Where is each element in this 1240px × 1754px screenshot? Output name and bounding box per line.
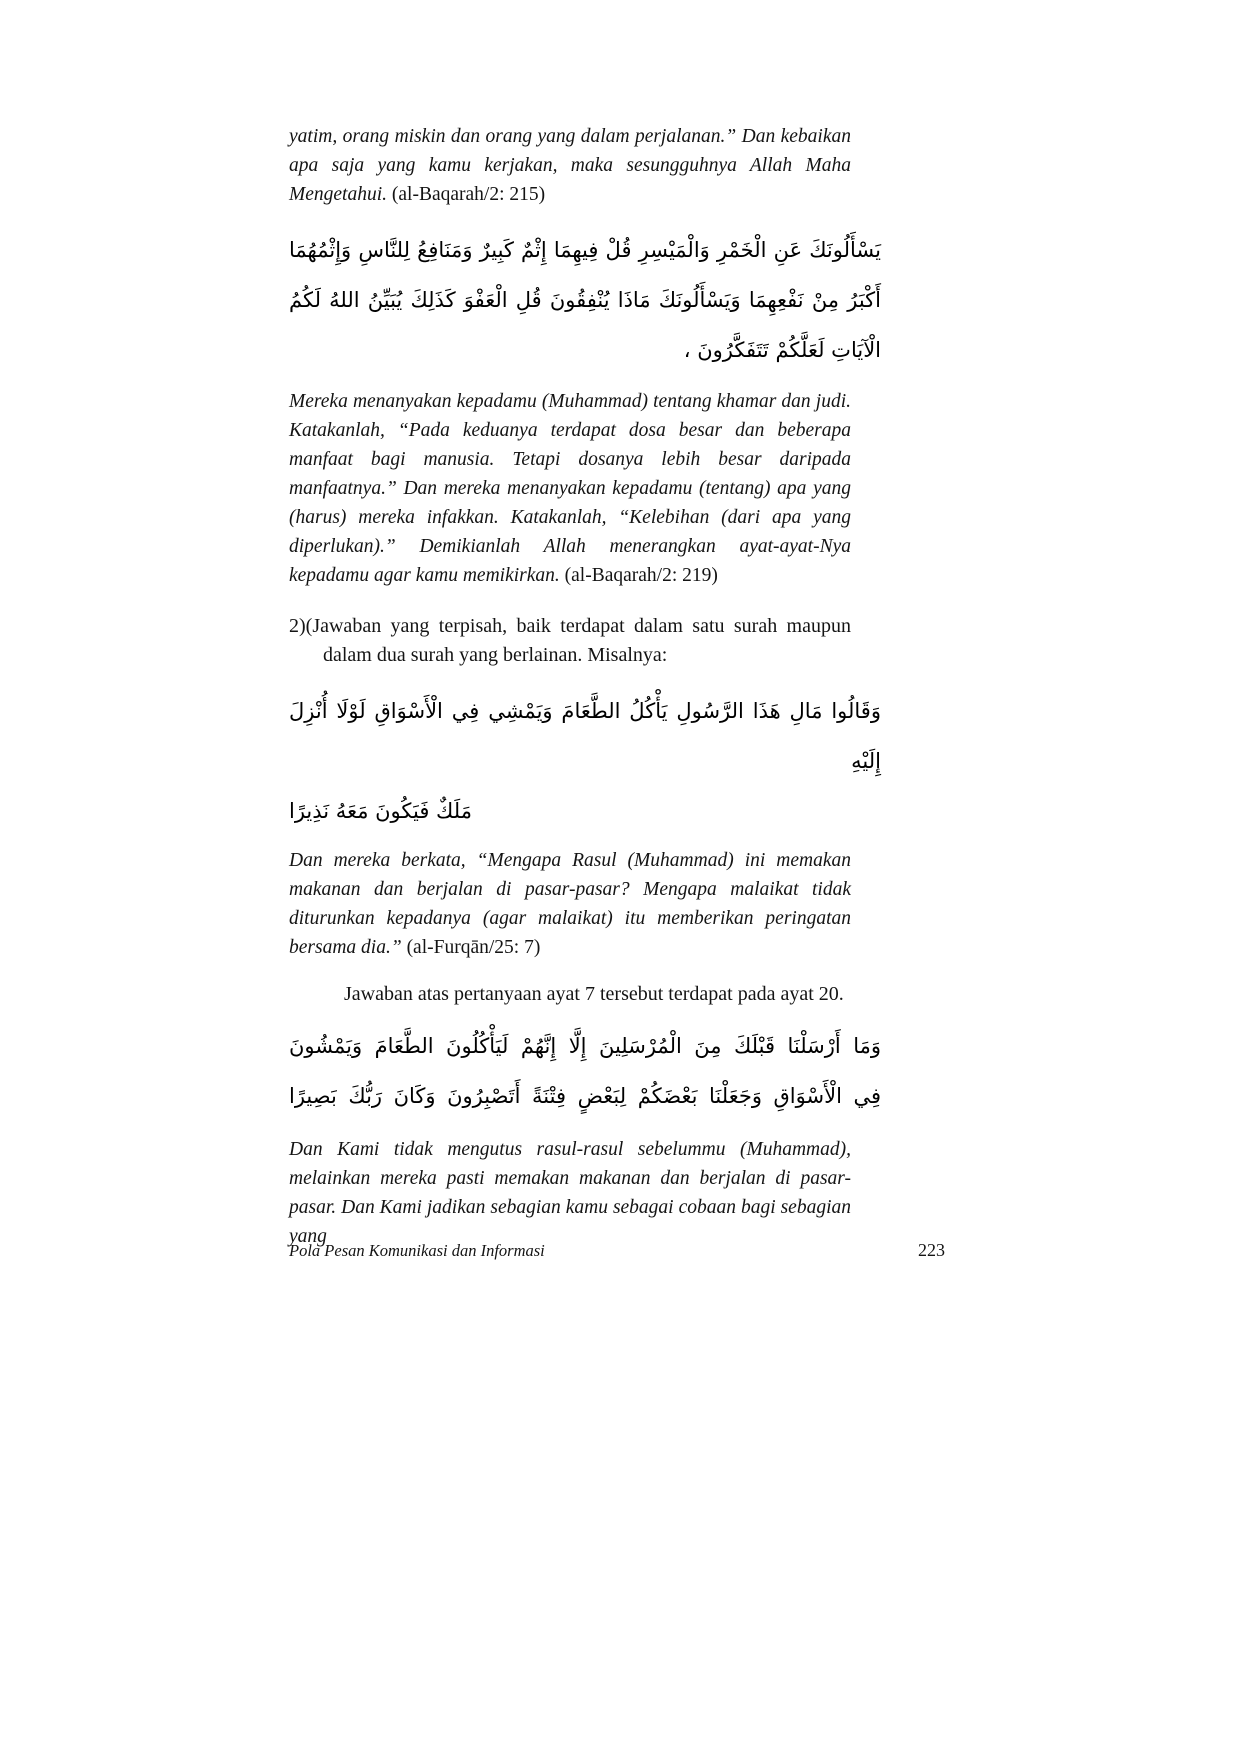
- arabic-verse-al-baqarah-219: [289, 225, 881, 375]
- spacer: [289, 836, 881, 846]
- arabic-line: وَمَا أَرْسَلْنَا قَبْلَكَ مِنَ الْمُرْسَلِينَ إِلَّا إِنَّهُمْ لَيَأْكُلُونَ الطَّعَامَ وَيَمْشُونَ: [289, 1034, 881, 1058]
- translation-text: Mereka menanyakan kepadamu (Muhammad) tentang khamar dan judi. Katakanlah, “Pada keduanya terdapat dosa besar dan beberapa manfaat bagi manusia. Tetapi dosanya lebih besar daripada manfaatnya.” Dan mereka menanyakan kepadamu (tentang) apa yang (harus) mereka infakkan. Katakanlah, “Kelebihan (dari apa yang diperlukan).” Demikianlah Allah menerangkan ayat-ayat-Nya kepadamu agar kamu memikirkan.: [289, 391, 851, 586]
- list-item-2: [289, 612, 851, 670]
- arabic-line: يَسْأَلُونَكَ عَنِ الْخَمْرِ وَالْمَيْسِرِ قُلْ فِيهِمَا إِثْمٌ كَبِيرٌ وَمَنَافِعُ لِلنَّاسِ وَإِثْمُهُمَا: [289, 238, 881, 262]
- spacer: [289, 962, 881, 980]
- paragraph-translation-al-baqarah-215: [289, 122, 851, 209]
- verse-citation: (al-Furqān/25: 7): [406, 937, 541, 958]
- paragraph-translation-al-furqan-7: [289, 846, 851, 962]
- page-number: 223: [918, 1240, 945, 1260]
- arabic-line: مَلَكٌ فَيَكُونَ مَعَهُ نَذِيرًا: [289, 799, 472, 823]
- arabic-verse-al-furqan-20: [289, 1021, 881, 1121]
- paragraph-translation-al-baqarah-219: [289, 387, 851, 590]
- translation-text: Dan Kami tidak mengutus rasul-rasul sebelummu (Muhammad), melainkan mereka pasti memakan makanan dan berjalan di pasar-pasar. Dan Kami jadikan sebagian kamu sebagai cobaan bagi sebagian yang: [289, 1139, 851, 1247]
- spacer: [289, 209, 881, 225]
- arabic-line: الْآيَاتِ لَعَلَّكُمْ تَتَفَكَّرُونَ ،: [683, 338, 881, 362]
- verse-citation: (al-Baqarah/2: 219): [564, 565, 718, 586]
- arabic-line: وَقَالُوا مَالِ هَذَا الرَّسُولِ يَأْكُلُ الطَّعَامَ وَيَمْشِي فِي الْأَسْوَاقِ لَوْلَا أُنْزِلَ إِلَيْهِ: [289, 699, 881, 773]
- arabic-line: فِي الْأَسْوَاقِ وَجَعَلْنَا بَعْضَكُمْ لِبَعْضٍ فِتْنَةً أَتَصْبِرُونَ وَكَانَ رَبُّكَ بَصِيرًا: [289, 1084, 881, 1108]
- verse-citation: (al-Baqarah/2: 215): [391, 184, 546, 205]
- running-title: Pola Pesan Komunikasi dan Informasi: [289, 1241, 545, 1260]
- arabic-line: أَكْبَرُ مِنْ نَفْعِهِمَا وَيَسْأَلُونَكَ مَاذَا يُنْفِقُونَ قُلِ الْعَفْوَ كَذَلِكَ يُبَيِّنُ اللهُ لَكُمُ: [289, 288, 881, 312]
- arabic-verse-al-furqan-7: [289, 686, 881, 836]
- spacer: [289, 1009, 881, 1021]
- translation-text: yatim, orang miskin dan orang yang dalam perjalanan.” Dan kebaikan apa saja yang kamu kerjakan, maka sesungguhnya Allah Maha Mengetahui.: [289, 126, 851, 205]
- paragraph-jawaban-ayat-20: Jawaban atas pertanyaan ayat 7 tersebut terdapat pada ayat 20.: [344, 983, 844, 1005]
- spacer: [289, 375, 881, 387]
- list-text: (Jawaban yang terpisah, baik terdapat dalam satu surah maupun dalam dua surah yang berlainan. Misalnya:: [305, 615, 851, 666]
- translation-text: Dan mereka berkata, “Mengapa Rasul (Muhammad) ini memakan makanan dan berjalan di pasar-pasar? Mengapa malaikat tidak diturunkan kepadanya (agar malaikat) itu memberikan peringatan bersama dia.”: [289, 850, 851, 958]
- page-content: [289, 122, 881, 1251]
- list-marker: 2): [289, 615, 306, 637]
- page-footer: [289, 1240, 945, 1261]
- paragraph-translation-al-furqan-20: [289, 1135, 851, 1251]
- spacer: [289, 1121, 881, 1135]
